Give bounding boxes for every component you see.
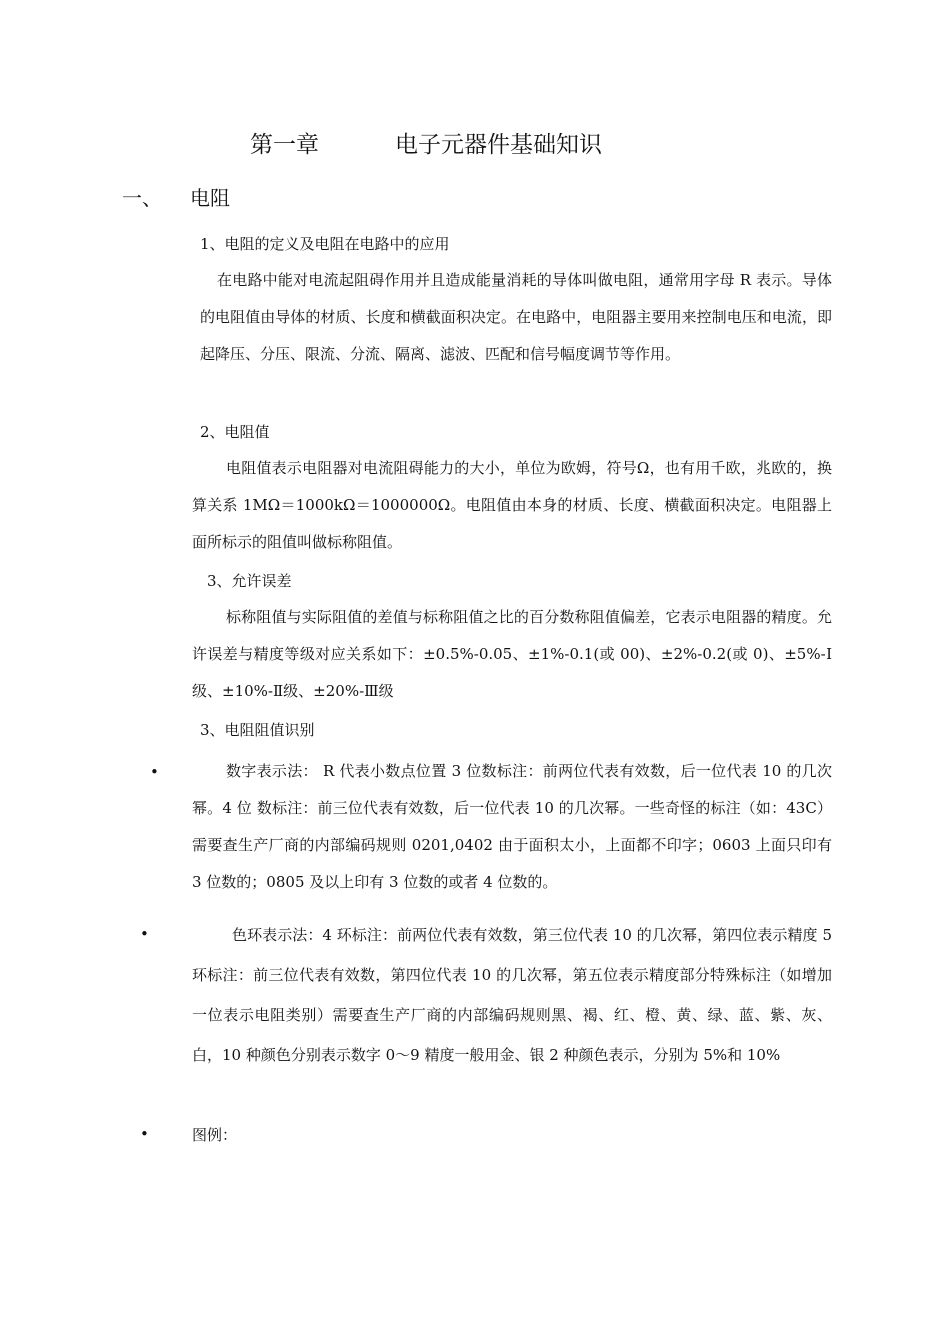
paragraph-tolerance: 标称阻值与实际阻值的差值与标称阻值之比的百分数称阻值偏差，它表示电阻器的精度。允许误差与精度等级对应关系如下：±0.5%-0.05、±1%-0.1(或 00)、±2%-0.2(或 0)、±5%-Ⅰ级、±10%-Ⅱ级、±20%-Ⅲ级 xyxy=(192,608,832,700)
subsection-heading-resistance-value: 2、电阻值 xyxy=(200,423,270,441)
bullet-legend: 图例： xyxy=(192,1126,238,1144)
bullet-marker: • xyxy=(140,1125,149,1143)
bullet-marker: • xyxy=(150,763,159,781)
chapter-number: 第一章 xyxy=(250,132,319,158)
chapter-title xyxy=(250,126,602,159)
paragraph-resistance-value: 电阻值表示电阻器对电流阻碍能力的大小，单位为欧姆，符号Ω，也有用千欧，兆欧的，换算关系 1MΩ＝1000kΩ＝1000000Ω。电阻值由本身的材质、长度、横截面积决定。电阻器上面所标示的阻值叫做标称阻值。 xyxy=(192,459,832,551)
subsection-heading-tolerance: 3、允许误差 xyxy=(207,572,292,590)
section-title-text: 电阻 xyxy=(190,186,230,210)
subsection-heading-definition: 1、电阻的定义及电阻在电路中的应用 xyxy=(200,235,450,253)
bullet-digital-notation: 数字表示法： R 代表小数点位置 3 位数标注：前两位代表有效数，后一位代表 10 的几次幂。4 位 数标注：前三位代表有效数，后一位代表 10 的几次幂。一些奇怪的标注（如：43C）需要查生产厂商的内部编码规则 0201,0402 由于面积太小，上面都不印字；0603 上面只印有 3 位数的；0805 及以上印有 3 位数的或者 4 位数的。 xyxy=(192,762,832,891)
bullet-color-band-notation: 色环表示法：4 环标注：前两位代表有效数，第三位代表 10 的几次幂，第四位表示精度 5 环标注：前三位代表有效数，第四位代表 10 的几次幂，第五位表示精度部分特殊标注（如增加一位表示电阻类别）需要查生产厂商的内部编码规则黑、褐、红、橙、黄、绿、蓝、紫、灰、白，10 种颜色分别表示数字 0～9 精度一般用金、银 2 种颜色表示，分别为 5%和 10% xyxy=(192,926,832,1064)
section-heading xyxy=(122,182,230,211)
section-number: 一、 xyxy=(122,186,162,210)
subsection-heading-identification: 3、电阻阻值识别 xyxy=(200,721,315,739)
chapter-title-text: 电子元器件基础知识 xyxy=(395,132,602,158)
paragraph-definition: 在电路中能对电流起阻碍作用并且造成能量消耗的导体叫做电阻，通常用字母 R 表示。导体的电阻值由导体的材质、长度和横截面积决定。在电路中，电阻器主要用来控制电压和电流，即起降压、分压、限流、分流、隔离、滤波、匹配和信号幅度调节等作用。 xyxy=(200,271,832,363)
bullet-marker: • xyxy=(140,925,149,943)
